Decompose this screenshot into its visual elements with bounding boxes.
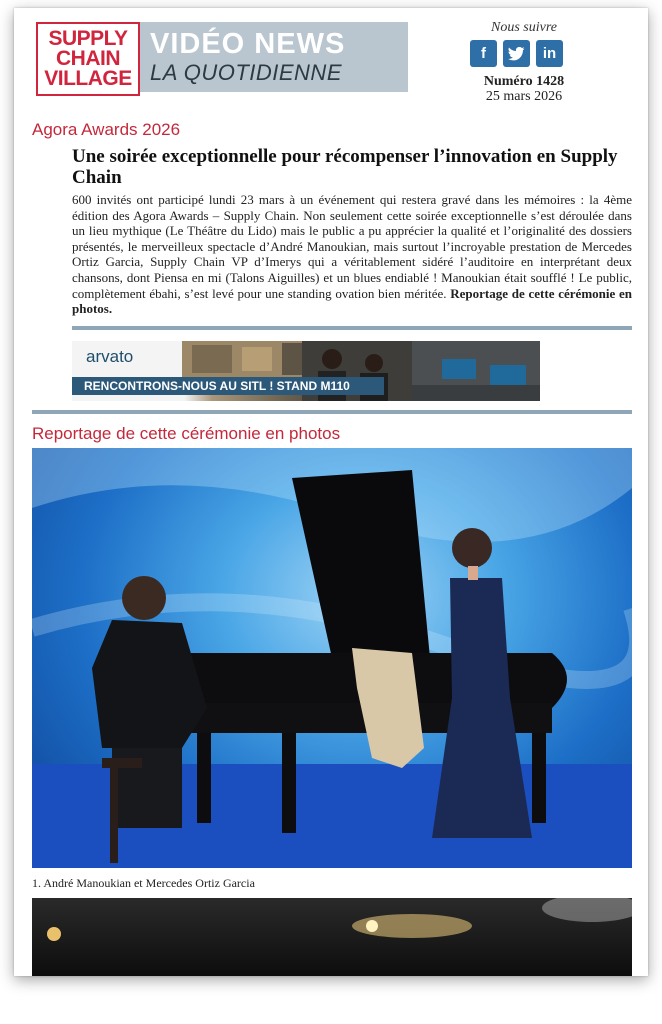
- linkedin-icon[interactable]: in: [536, 40, 563, 67]
- article-body: [72, 192, 632, 317]
- video-news-banner: [140, 22, 408, 92]
- facebook-icon[interactable]: f: [470, 40, 497, 67]
- banner-title: VIDÉO NEWS: [150, 28, 346, 60]
- ad-tagline: RENCONTRONS-NOUS AU SITL ! STAND M110: [72, 377, 384, 395]
- issue-info: [460, 74, 588, 104]
- piano-scene: [32, 448, 632, 868]
- divider: [32, 410, 632, 414]
- issue-date: 25 mars 2026: [485, 89, 563, 104]
- logo-line-3: VILLAGE: [44, 67, 132, 90]
- article-headline[interactable]: Une soirée exceptionnelle pour récompenser l’innovation en Supply Chain: [72, 146, 618, 188]
- banner-subtitle: LA QUOTIDIENNE: [150, 60, 342, 85]
- article-body-text: 600 invités ont participé lundi 23 mars à un événement qui restera gravé dans les mémoires : la 4ème édition des Agora Awards – Supply Chain. Non seulement cette soirée exceptionnelle s’est déroulée dans un lieu mythique (Le Théâtre du Lido) mais le public a pu apprécier la qualité et l’originalité des dossiers présentés, le merveilleux spectacle d’André Manoukian, mais surtout l’incroyable prestation de Mercedes Ortiz Garcia, Supply Chain VP d’Imerys qui a véritablement sidéré l’auditoire en interprétant deux chansons, dont Piensa en mi (Talons Aiguilles) et un blues endiablé ! Manoukian était soufflé ! Le public, complètement ébahi, s’est levé pour une standing ovation bien méritée.: [72, 192, 632, 301]
- photo-caption: 1. André Manoukian et Mercedes Ortiz Garcia: [32, 876, 255, 890]
- arvato-ad-banner[interactable]: [72, 341, 540, 401]
- ceremony-photo[interactable]: [32, 448, 632, 868]
- logo-line-1: SUPPLY: [48, 27, 128, 50]
- supply-chain-village-logo[interactable]: [36, 22, 140, 96]
- twitter-icon[interactable]: [503, 40, 530, 67]
- follow-label: Nous suivre: [491, 20, 557, 35]
- report-link[interactable]: Reportage de cette cérémonie en photos.: [72, 285, 633, 317]
- divider: [72, 326, 632, 330]
- robots-image: [412, 341, 540, 401]
- ad-brand: arvato: [86, 347, 134, 366]
- section-title-report[interactable]: Reportage de cette cérémonie en photos: [32, 424, 341, 443]
- social-links: [470, 40, 563, 67]
- stage-lights: [32, 898, 632, 976]
- newsletter-sheet: [14, 8, 648, 976]
- ceremony-photo-2[interactable]: [32, 898, 632, 976]
- issue-number: Numéro 1428: [483, 74, 565, 89]
- section-title-agora[interactable]: Agora Awards 2026: [32, 120, 181, 139]
- logo-line-2: CHAIN: [56, 47, 120, 70]
